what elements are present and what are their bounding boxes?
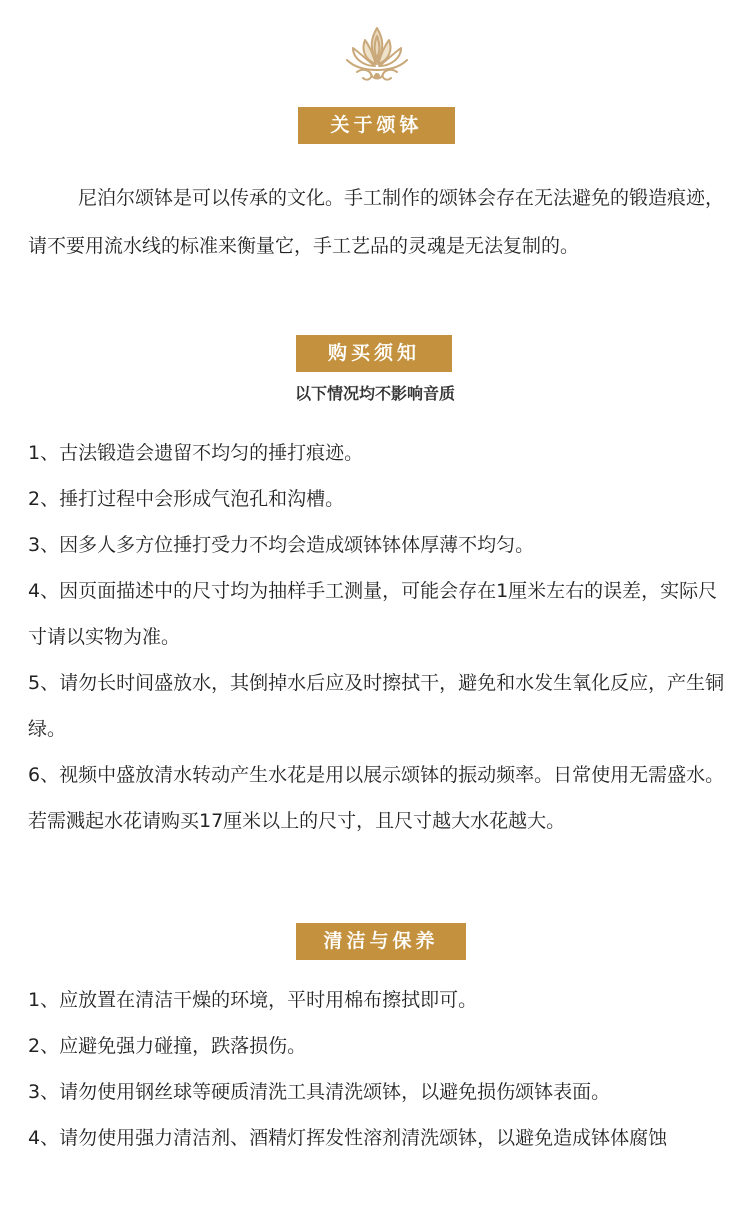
notice-list [28,430,728,844]
list-item: 6、视频中盛放清水转动产生水花是用以展示颂钵的振动频率。日常使用无需盛水。若需溅起水花请购买17厘米以上的尺寸，且尺寸越大水花越大。 [28,764,725,832]
list-item: 4、因页面描述中的尺寸均为抽样手工测量，可能会存在1厘米左右的误差，实际尺寸请以实物为准。 [28,580,718,648]
section-heading-notice: 购买须知 [296,335,452,372]
list-item: 2、捶打过程中会形成气泡孔和沟槽。 [28,488,345,510]
list-item: 1、应放置在清洁干燥的环境，平时用棉布擦拭即可。 [28,989,478,1011]
list-item: 2、应避免强力碰撞，跌落损伤。 [28,1035,307,1057]
notice-subtitle: 以下情况均不影响音质 [294,384,455,403]
list-item: 4、请勿使用强力清洁剂、酒精灯挥发性溶剂清洗颂钵，以避免造成钵体腐蚀 [28,1127,668,1149]
list-item: 3、请勿使用钢丝球等硬质清洗工具清洗颂钵，以避免损伤颂钵表面。 [28,1081,611,1103]
about-paragraph: 尼泊尔颂钵是可以传承的文化。手工制作的颂钵会存在无法避免的锻造痕迹，请不要用流水线的标准来衡量它，手工艺品的灵魂是无法复制的。 [28,187,725,257]
section-heading-care: 清洁与保养 [296,923,466,960]
list-item: 5、请勿长时间盛放水，其倒掉水后应及时擦拭干，避免和水发生氧化反应，产生铜绿。 [28,672,725,740]
list-item: 3、因多人多方位捶打受力不均会造成颂钵钵体厚薄不均匀。 [28,534,535,556]
care-list [28,977,728,1161]
lotus-icon [343,24,411,86]
list-item: 1、古法锻造会遗留不均匀的捶打痕迹。 [28,442,364,464]
section-heading-about: 关于颂钵 [298,107,455,144]
